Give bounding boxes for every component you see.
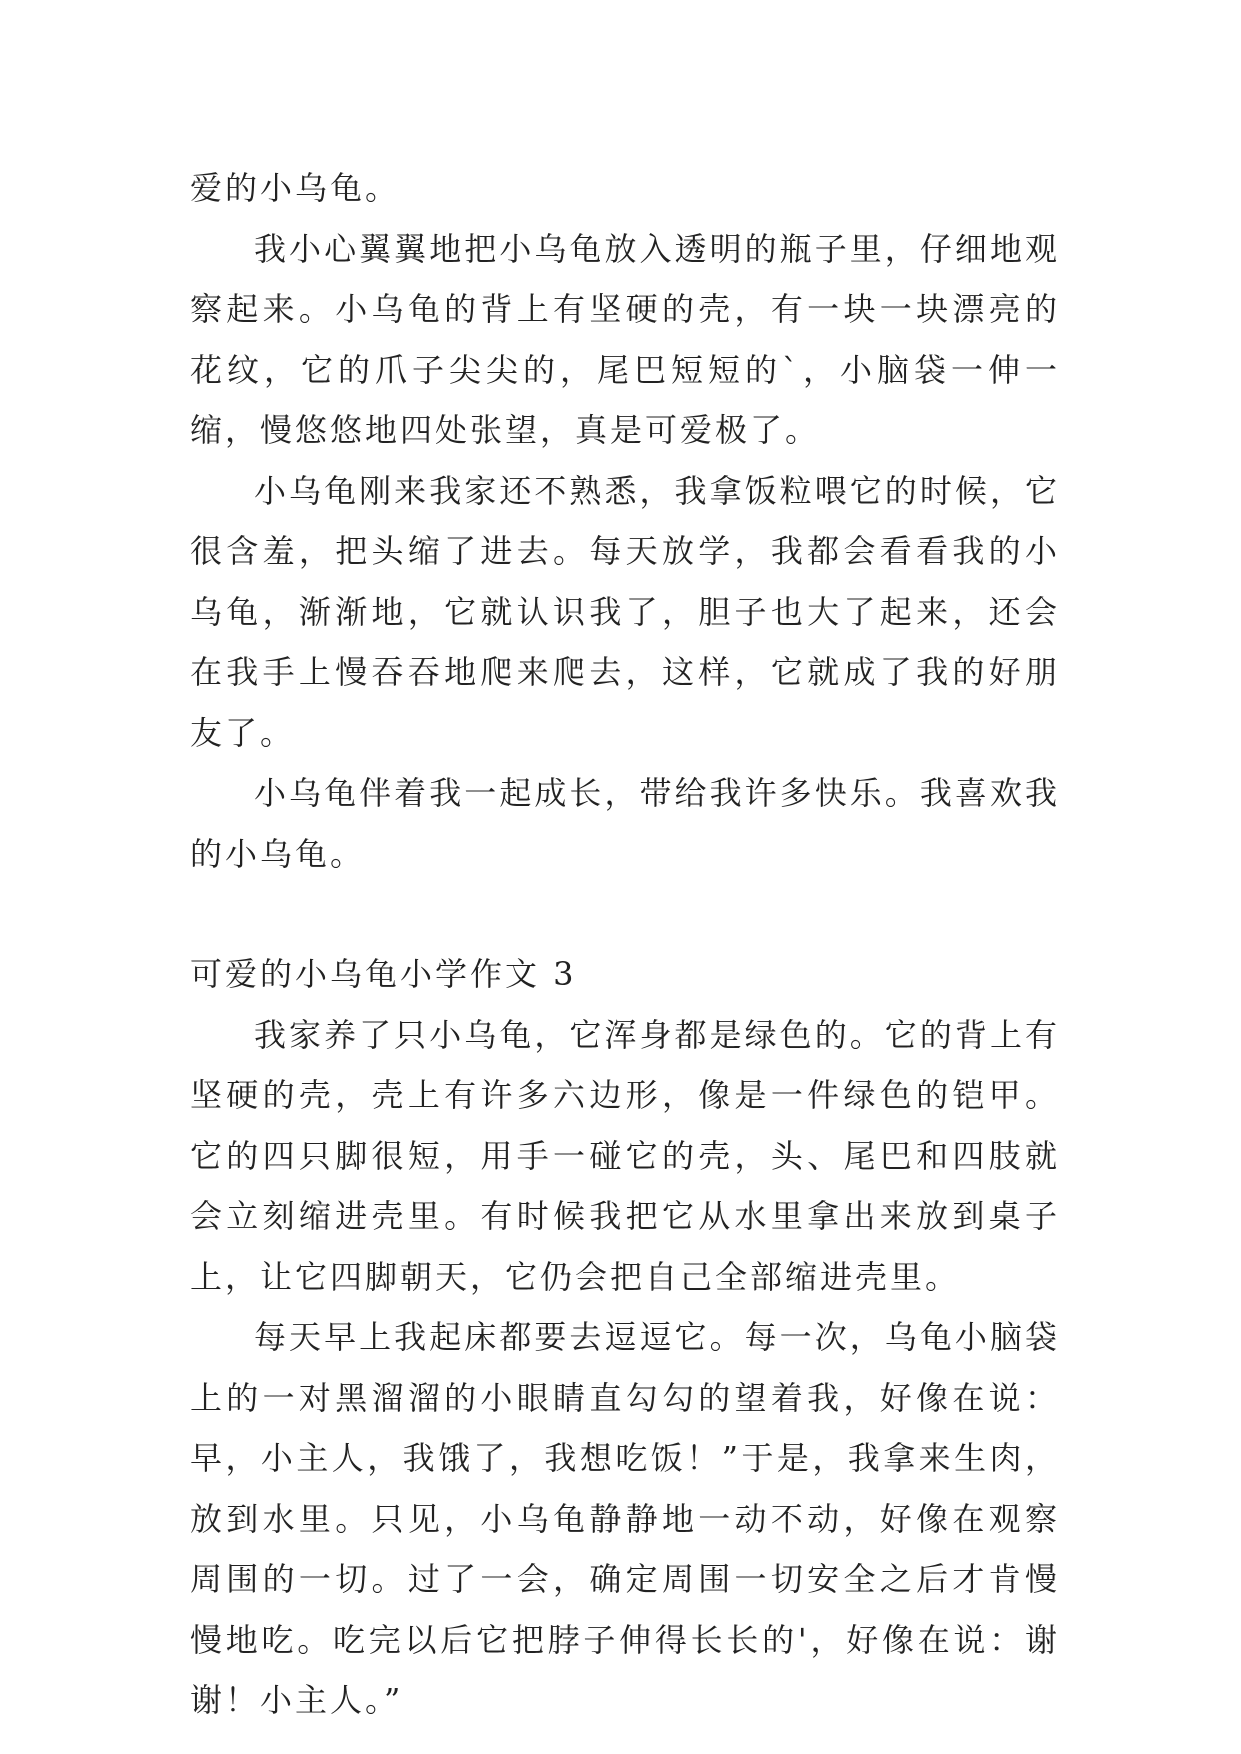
document-body — [190, 158, 1060, 1731]
paragraph: 我家养了只小乌龟，它浑身都是绿色的。它的背上有坚硬的壳，壳上有许多六边形，像是一件绿色的铠甲。它的四只脚很短，用手一碰它的壳，头、尾巴和四肢就会立刻缩进壳里。有时候我把它从水里拿出来放到桌子上，让它四脚朝天，它仍会把自己全部缩进壳里。 — [190, 1015, 1060, 1296]
paragraph: 我小心翼翼地把小乌龟放入透明的瓶子里，仔细地观察起来。小乌龟的背上有坚硬的壳，有一块一块漂亮的花纹，它的爪子尖尖的，尾巴短短的`，小脑袋一伸一缩，慢悠悠地四处张望，真是可爱极了。 — [190, 229, 1060, 449]
paragraph: 每天早上我起床都要去逗逗它。每一次，乌龟小脑袋上的一对黑溜溜的小眼睛直勾勾的望着我，好像在说：早，小主人，我饿了，我想吃饭！”于是，我拿来生肉，放到水里。只见，小乌龟静静地一动不动，好像在观察周围的一切。过了一会，确定周围一切安全之后才肯慢慢地吃。吃完以后它把脖子伸得长长的'，好像在说：谢谢！小主人。” — [190, 1318, 1060, 1719]
paragraph: 小乌龟伴着我一起成长，带给我许多快乐。我喜欢我的小乌龟。 — [190, 774, 1060, 873]
section-heading: 可爱的小乌龟小学作文 3 — [190, 955, 577, 993]
paragraph-continuation: 爱的小乌龟。 — [190, 169, 401, 207]
paragraph: 小乌龟刚来我家还不熟悉，我拿饭粒喂它的时候，它很含羞，把头缩了进去。每天放学，我都会看看我的小乌龟，渐渐地，它就认识我了，胆子也大了起来，还会在我手上慢吞吞地爬来爬去，这样，它就成了我的好朋友了。 — [190, 471, 1060, 752]
